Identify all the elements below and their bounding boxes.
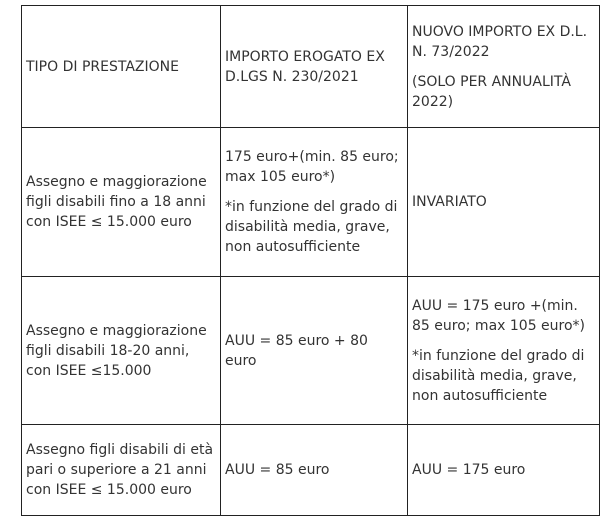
- cell-nuovo-text: AUU = 175 euro: [412, 462, 526, 478]
- cell-tipo-text: Assegno figli disabili di età pari o superiore a 21 anni con ISEE ≤ 15.000 euro: [26, 442, 214, 498]
- cell-nuovo: [408, 425, 600, 516]
- cell-erogato: [221, 277, 408, 425]
- cell-erogato-text: AUU = 85 euro: [225, 462, 330, 478]
- cell-nuovo-text: AUU = 175 euro +(min. 85 euro; max 105 euro*): [412, 297, 586, 334]
- header-importo-erogato: [221, 6, 408, 128]
- table-header-row: [22, 6, 600, 128]
- header-erogato-text: IMPORTO EROGATO EX D.LGS N. 230/2021: [225, 48, 385, 85]
- header-tipo-text: TIPO DI PRESTAZIONE: [26, 58, 179, 75]
- cell-nuovo-note: *in funzione del grado di disabilità media, grave, non autosufficiente: [412, 347, 585, 404]
- cell-erogato: [221, 128, 408, 277]
- header-nuovo-note: (SOLO PER ANNUALITÀ 2022): [412, 73, 571, 110]
- header-nuovo-text: NUOVO IMPORTO EX D.L. N. 73/2022: [412, 23, 588, 60]
- cell-nuovo: [408, 277, 600, 425]
- table-row: [22, 128, 600, 277]
- cell-nuovo-text: INVARIATO: [412, 194, 487, 210]
- cell-tipo: [22, 425, 221, 516]
- cell-erogato: [221, 425, 408, 516]
- cell-tipo-text: Assegno e maggiorazione figli disabili 18-20 anni, con ISEE ≤15.000: [26, 322, 207, 379]
- header-nuovo-importo: [408, 6, 600, 128]
- cell-erogato-text: 175 euro+(min. 85 euro; max 105 euro*): [225, 149, 399, 185]
- benefits-table: [21, 5, 600, 516]
- cell-erogato-note: *in funzione del grado di disabilità media, grave, non autosufficiente: [225, 199, 398, 255]
- table-row: [22, 425, 600, 516]
- table-row: [22, 277, 600, 425]
- cell-tipo: [22, 128, 221, 277]
- cell-nuovo: [408, 128, 600, 277]
- header-tipo-prestazione: [22, 6, 221, 128]
- cell-tipo: [22, 277, 221, 425]
- cell-erogato-text: AUU = 85 euro + 80 euro: [225, 332, 368, 369]
- cell-tipo-text: Assegno e maggiorazione figli disabili fino a 18 anni con ISEE ≤ 15.000 euro: [26, 174, 207, 230]
